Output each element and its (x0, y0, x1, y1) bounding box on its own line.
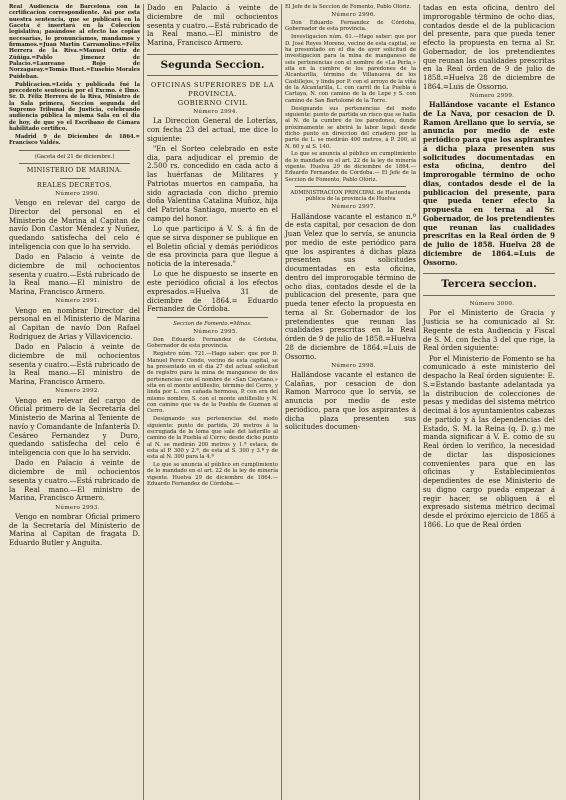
paragraph: Don Eduardo Fernandez de Córdoba, Gobernador de esta provincia. (147, 337, 278, 350)
paragraph: Lo que se anuncia al público en cumplimiento de lo mandado en el art. 22 de la ley de minería vigente. Huelva 29 de diciembre de 1864.— Eduardo Fernandez de Córdoba.— El Jefe de la Seccion de Fomento, Pablo Olóriz. (285, 151, 416, 183)
item-number: Número 2992. (55, 388, 100, 395)
item-number: Número 3000. (469, 301, 515, 308)
decrees-heading: REALES DECRETOS. (36, 180, 113, 189)
paragraph: Dado en Palacio á veinte de diciembre de mil ochocientos sesenta y cuatro.—Está rubricado de la Real mano.—El ministro de Marina, Francisco Armero. (9, 459, 140, 503)
administration-heading: ADMINISTRACION PRINCIPAL de Hacienda pública de la provincia de Huelva (290, 190, 411, 203)
paragraph: Registro núm. 721.—Hago saber: que por D. Manuel Perez Conde, vecino de esta capital, se ha presentado en el dia 27 del actual solicitud de registro para la mina de manganeso de dos pertenencias con el nombre de «San Cayetano,» sita en el monte antilleslio, término del Cerro, y linda por L. con cañada hermosa, P. con era del mismo nombre, S. con el monte antillesllo y N. con camino que va de la Puebla de Guzman al Cerro. (147, 351, 278, 415)
item-number: Número 2996. (331, 11, 376, 18)
gaceta-date: (Gaceta del 21 de diciembre.) (34, 153, 115, 160)
paragraph: Dado en Palacio á veinte de diciembre de mil ochocientos sesenta y cuatro.—Está rubricado de la Real mano.—El ministro de Marina, Francisco Armero. (9, 343, 140, 387)
column-3 (282, 4, 420, 800)
paragraph: Hallándose vacante el Estanco de La Nava, por cesacion de D. Ramon Arellano que lo servía, se anuncia por medio de este periódico para que los aspirantes á dicha plaza presenten sus solicitudes documentadas en esta oficina, dentro del improrogable término de ocho dias, contados desde el de la publicacion del presente, para que pueda tener efecto la propuesta en terna al Sr. Gobernador, de los pretendientes que reunan las cualidades prescritas en la Real órden de 9 de julio de 1858. Huelva 28 de diciembre de 1864.=Luis de Ossorno. (423, 100, 555, 267)
paragraph: La Direccion General de Loterías, con fecha 23 del actual, me dice lo siguiente: (147, 117, 278, 143)
fomento-heading: Seccion de Fomento.=Minas. (173, 321, 252, 328)
paragraph: "En el Sorteo celebrado en este dia, para adjudicar el premio de 2.500 rs. concedido en cada acto á las huérfanas de Militares y Patriotas muertos en campaña, ha sido agraciada con dicho premio doña Valentina Catalina Muñoz, hija del Patriota Santiago, muerto en el campo del honor. (147, 144, 278, 223)
divider (19, 163, 130, 164)
divider (157, 317, 268, 318)
paragraph: Vengo en nombrar Oficial primero de la Secretaría del Ministerio de Marina al Capitan de fragata D. Eduardo Butler y Anguita. (9, 512, 140, 548)
column-1 (6, 4, 144, 800)
paragraph: Dado en Palacio á veinte de diciembre de mil ochocientos sesenta y cuatro.—Está rubricado de la Real mano.—El ministro de Marina, Francisco Armero. (9, 253, 140, 297)
offices-heading: OFICINAS SUPERIORES DE LA PROVINCIA. (150, 81, 275, 98)
item-number: Número 2990. (55, 191, 100, 197)
paragraph: El Jefe de la Seccion de Fomento, Pablo Olóriz. (285, 4, 412, 10)
item-number: Número 2997. (331, 204, 376, 211)
divider (60, 178, 90, 179)
publication-text: Publicacion.=Leida y publicada fué la precedente sentencia por el Excmo. é Ilmo. Sr. D. Félix Herrera de la Riva, Ministro de la Sala primera, Seccion segunda del Supremo Tribunal de Justicia, celebrando audiencia pública la misma Sala en el dia de hoy, de que yo el Escribano de Cámara habilitado certifico. (9, 81, 140, 133)
paragraph: Investigacion núm. 61.—Hago saber: que por D. José Reyes Moreno, vecino de esta capital, se ha presentado en el dia de ayer solicitud de investigacion para la mina de manganeso de seis pertenencias con el nombre de «La Perla,» sita en la cumbre de los paredones de la Alcantarilla, término de Villanueva de los Castillejos, y linda por P. con el arroyo de la viña de la Alcantarilla, L. con carril de La Puebla á Cartaya, N. con camino de la de Lepe y S. con camino de San Bartolomé de la Torre. (285, 34, 416, 104)
paragraph: Hallándose vacante el estanco de Calañas, por cesacion de don Ramon Marroco que lo servía, se anuncia por medio de este periódico, para que los aspirantes á dicha plaza presenten sus solicitudes documen- (285, 370, 416, 432)
paragraph: Designando sus pertenencias del modo siguiente: punto de partida un risco que se halla al N. de la cumbre de los paredones, donde próximamente se abrirá la labor legal: desde dicho punto en direccion del criadero por la parte de L. se medirán 400 metros, á P. 200, al N. 60 y al S. 140. (285, 105, 416, 150)
paragraph: Vengo en relevar del cargo de Oficial primero de la Secretaría del Ministerio de Marina al Teniente de navío y Comandante de Infantería D. Cesáreo Fernandez y Duro, quedando satisfecha del celo é inteligencia con que lo ha servido. (9, 396, 140, 458)
divider (19, 150, 130, 151)
sentence-text: Real Audiencia de Barcelona con la certificacion correspondiente. Asi por esta nuestra sentencia, que se publicará en la Gaceta é insertará en la Coleccion legislativa; pasándose al efecto las copias necesarias, lo pronunciamos, mandamos y firmamos.=Juan Martin Carramolino.=Félix Herrera de la Riva.=Manuel Ortiz de Zúñiga.=Pablo Jimenez de Palacio.=Laureano Rojo de Norzagaray.=Tomás Huet.=Eusebio Morales Puideban. (9, 4, 140, 80)
item-number: Número 2991. (55, 298, 100, 305)
divider (295, 186, 406, 187)
paragraph: Lo que he dispuesto se inserte en este periódico oficial á los efectos expresados.=Huelva 31 de diciembre de 1864.= Eduardo Fernandez de Córdoba. (147, 270, 278, 314)
paragraph: Por el Ministerio de Gracia y Justicia se ha comunicado al Sr. Regente de esta Audiencia y Fiscal de S. M. con fecha 3 del que rige, la Real órden siguiente: (423, 309, 555, 353)
column-4 (420, 4, 558, 800)
item-number: Número 2995. (193, 328, 238, 335)
section-heading: Segunda Seccion. (147, 54, 278, 77)
paragraph: Designando sus pertenencias del modo siguiente: punto de partida, 20 metros á la escrugiada de la loma que sale del lañerillo al camino de la Puebla al Cerro; desde dicho punto al N. se medirán 200 metros y 1.ª estaca, de esta al P. 300 y 2.ª, de esta al S. 300 y 3.ª y de esta al N. 300 para la 4.ª (147, 416, 278, 461)
paragraph: Vengo en relevar del cargo de Director del personal en el Ministerio de Marina al Capitan de navío Don Castor Méndez y Nuñez, quedando satisfecha del celo é inteligencia con que lo ha servido. (9, 199, 140, 251)
paragraph: Vengo en nombrar Director del personal en el Ministerio de Marina al Capitan de navío Don Rafael Rodriguez de Arias y Villavicencio. (9, 306, 140, 341)
signature-date: Madrid 9 de Diciembre de 1864.= Francisco Valdés. (9, 133, 140, 147)
section-heading: Tercera seccion. (423, 273, 555, 296)
item-number: Número 2999. (469, 93, 515, 99)
column-2 (144, 4, 282, 800)
paragraph: tadas en esta oficina, dentro del improrogable término de ocho dias, contados desde el de la publicacion del presente, para que pueda tener efecto la propuesta en terna al Sr. Gobernador, de los pretendientes que reunan las cualidades prescritas en la Real órden de 9 de julio de 1858.=Huelva 28 de diciembre de 1864.=Luis de Ossorno. (423, 4, 555, 91)
item-number: Número 2994. (193, 108, 238, 115)
paragraph: Lo que se anuncia al público en cumplimiento de lo mandado en el art. 22 de la ley de minería vigente. Huelva 29 de diciembre de 1864.— Eduardo Fernandez de Córdoba.— (147, 462, 278, 488)
paragraph: Don Eduardo Fernandez de Córdoba, Gobernador de esta provincia. (285, 20, 416, 33)
paragraph: Lo que participo á V. S. á fin de que se sirva disponer se publique en el Boletin oficial y demás periódicos de esa provincia para que llegue á noticia de la interesada." (147, 225, 278, 269)
item-number: Número 2998. (331, 362, 376, 369)
paragraph: Por el Ministerio de Fomento se ha comunicado á este ministerio del despacho la Real órden siguiente: E. S.=Estando bastante adelantada ya la distribucion de colecciones de pesas y medidas del sistema métrico decimal á los ayuntamientos cabezas de partido y á las dependencias del Estado, S. M. la Reina (q. D. g.) me manda significar á V. E. como de su Real órden lo verifico, la necesidad de dictar las disposiciones convenientes para que en las oficinas y Establecimientos dependientes de ese Ministerio de su digno cargo pueda empezar á regir hacer, se obliguen á el expresado sistema métrico decimal desde el próximo ejercicio de 1865 á 1866. Lo que de Real órden (423, 354, 555, 529)
item-number: Número 2993. (55, 504, 100, 511)
ministry-heading: MINISTERIO DE MARINA. (26, 165, 123, 174)
paragraph: Hallándose vacante el estanco n.º de esta capital, por cesacion de don Juan Velez que lo servía, se anuncia por medio de este periódico para que los aspirantes á dichas plaza presenten sus solicitudes documentadas en esta oficina, dentro del improrogable término de ocho dias, contados desde el de la publicacion del presente, para que pueda tener efecto la propuesta en terna al Sr. Gobernador de los pretendientes que reunan las cualidades prescritas en la Real órden de 9 de julio de 1858.=Huelva 28 de diciembre de 1864.=Luis de Ossorno. (285, 212, 416, 361)
paragraph: Dado en Palacio á veinte de diciembre de mil ochocientos sesenta y cuatro.—Está rubricado de la Real mano.—El ministro de Marina, Francisco Armero. (147, 4, 278, 47)
civil-government-heading: GOBIERNO CIVIL (177, 99, 248, 108)
columns (6, 4, 560, 800)
